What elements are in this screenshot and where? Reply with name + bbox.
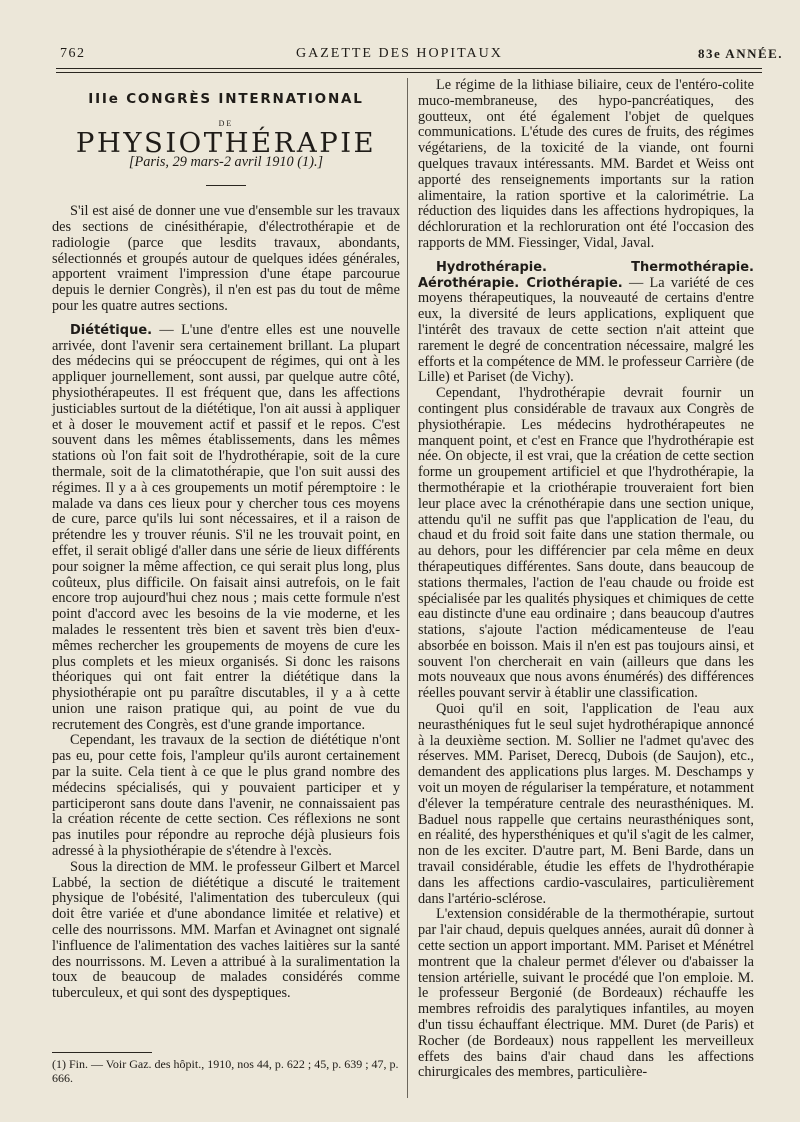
paragraph-regime: Le régime de la lithiase biliaire, ceux de l'entéro-colite muco-membraneuse, des hypo-pancréatiques, des goutteux, ont été également l'objet de quelques communications. L'étude des cures de fruits, des régimes végétariens, de la toxicité de la viande, ont fourni quelques travaux intéressants. MM. Bardet et Weiss ont apporté des renseignements importants sur la ration alimentaire, la ration sportive et la calorimétrie. La réduction des liquides dans les affections hydropiques, la déchloruration et la rechloruration ont été l'occasion des rapports de MM. Fiessinger, Vidal, Javal.: [418, 77, 754, 251]
article-date: [Paris, 29 mars-2 avril 1910 (1).]: [128, 154, 324, 171]
page-header: [0, 40, 800, 62]
page-number: 762: [60, 46, 86, 61]
column-separator: [407, 78, 408, 1098]
paragraph-intro: S'il est aisé de donner une vue d'ensemble sur les travaux des sections de cinésithérapie, d'électrothérapie et de radiologie (parce que lesdits travaux, abondants, sélectionnés et groupés autour de quelques idées générales, apportent vraiment l'impression d'une étape parcourue depuis le dernier Congrès), il n'en est pas du tout de même pour les quatre autres sections.: [52, 203, 400, 314]
left-column: [52, 92, 400, 1002]
title-divider: [206, 185, 246, 186]
paragraph-cependant: Cependant, les travaux de la section de diététique n'ont pas eu, pour cette fois, l'ampleur qu'ils auront certainement par la suite. Cela tient à ce que le plus grand nombre des médecins spécialisés, qui y pouvaient participer et y participeront sans doute dans l'avenir, ne connaissaient pas la création récente de cette section. Ces réflexions ne sont pas inutiles pour répondre au reproche déjà plusieurs fois adressé à la physiothérapie de s'étendre à l'excès.: [52, 732, 400, 860]
section-heading-dietetique: Diététique.: [70, 322, 153, 338]
year-label: 83e ANNÉE.: [698, 46, 784, 61]
paragraph-text: — La variété de ces moyens thérapeutiques, la nouveauté de certains d'entre eux, la diversité de leurs applications, expliquent que l'intérêt des travaux de cette section n'ait atteint que rarement le degré de concentration nécessaire, malgré les efforts et la compétence de MM. le professeur Carrière (de Lille) et Pariset (de Vichy).: [418, 274, 754, 386]
paragraph-neurastheniques: Quoi qu'il en soit, l'application de l'eau aux neurasthéniques fut le seul sujet hydrothérapique annoncé à la deuxième section. M. Sollier ne l'admet qu'avec des réserves. MM. Pariset, Derecq, Dubois (de Saujon), etc., demandent des applications plus larges. M. Deschamps y voit un moyen de régulariser la température, et notamment d'élever la température centrale des neurasthéniques. M. Baduel nous rappelle que certains neurasthéniques sont, en réalité, des hypersthéniques et qu'il s'agit de les calmer, non de les exciter. D'autre part, M. Beni Barde, dans un travail considérable, étudie les effets de l'hydrothérapie dans les affections cardio-vasculaires, particulièrement dans l'artério-sclérose.: [418, 701, 754, 907]
section-heading-hydrotherapie: Hydrothérapie. Thermothérapie. Aérothérapie. Criothérapie.: [418, 259, 754, 291]
paragraph-contingent: Cependant, l'hydrothérapie devrait fournir un contingent plus considérable de travaux aux Congrès de physiothérapie. Les médecins hydrothérapeutes ne manquent point, et c'est en France que l'hydrothérapie est née. On objecte, il est vrai, que la création de cette section forme un groupement artificiel et que l'hydrothérapie, la thermothérapie et la criothérapie trouveraient fort bien leur place avec la crénothérapie dans une section unique, attendu qu'il ne suffit pas que l'application de l'eau, du chaud et du froid soit faite dans une station thermale, ou au dehors, pour les différencier par cela même en deux thérapeutiques différentes. Sans doute, dans beaucoup de stations thermales, l'action de l'eau chaude ou froide est spécialisée par les qualités physiques et chimiques de cette eau distincte d'une eau ordinaire ; dans beaucoup d'autres stations, s'ajoute l'action médicamenteuse de l'eau absorbée en boisson. Mais il n'en est pas toujours ainsi, et souvent l'on chercherait en vain (ailleurs que dans les mots nouveaux que nous avons énumérés) des différences réelles pouvant servir à établir une classification.: [418, 385, 754, 702]
paragraph-hydrotherapie: [418, 260, 754, 386]
footnote-rule: [52, 1052, 152, 1053]
header-rule: [56, 72, 762, 73]
paragraph-direction: Sous la direction de MM. le professeur Gilbert et Marcel Labbé, la section de diététique a discuté le traitement physique de l'obésité, l'alimentation des tuberculeux (qui doit être variée et d'une abondance limitée et relative) et celle des nourrissons. MM. Marfan et Avinagnet ont signalé l'influence de l'alimentation des vaches laitières sur la santé des nourrissons. M. Leven a attribué à la suralimentation la toux de beaucoup de malades considérés comme tuberculeux, et qui sont des dyspeptiques.: [52, 858, 400, 1002]
paragraph-text: — L'une d'entre elles est une nouvelle arrivée, dont l'avenir sera certainement brillant. La plupart des médecins qui se préoccupent de régimes, qui ont à les appliquer journellement, sont aussi, par quelque autre côté, physiothérapeutes. Il est fréquent que, dans les affections justiciables surtout de la diététique, l'on ait aussi à appliquer et à doser le mouvement actif et passif et le repos. C'est souvent dans les mêmes établissements, dans les mêmes stations où l'on fait soit de l'hydrothérapie, soit de la cure thermale, soit de la climatothérapie, que l'on suit aussi des régimes. Il y a à ces groupements un motif péremptoire : le malade va dans ces lieux pour y chercher tous ces moyens de cure, parce qu'ils lui sont nécessaires, et il a raison de prétendre les y trouver réunis. S'il ne les trouvait point, en effet, il serait obligé d'aller dans une série de lieux différents pour soigner la même affection, ce qui serait plus long, plus coûteux, plus difficile. On faisait ainsi autrefois, on le fait encore trop aujourd'hui chez nous ; mais cette formule n'est point d'accord avec les besoins de la vie moderne, et les malades le ressentent très bien et savent très bien d'eux-mêmes rechercher les groupements de moyens de cure les plus complets et les mieux organisés. Si donc les raisons théoriques qui ont fait entrer la diététique dans la physiothérapie ont pu paraître discutables, il y a à cette union une raison pratique qui, au point de vue du recrutement des Congrès, est d'une grande importance.: [52, 321, 400, 733]
right-column: [418, 78, 754, 1081]
heading-connector: DE: [218, 118, 234, 128]
paragraph-dietetique: [52, 323, 400, 734]
header-rule: [56, 68, 762, 69]
article-title: PHYSIOTHÉRAPIE: [75, 126, 377, 159]
congress-heading: IIIe CONGRÈS INTERNATIONAL: [88, 91, 364, 107]
journal-title: GAZETTE DES HOPITAUX: [296, 46, 503, 61]
footnote: (1) Fin. — Voir Gaz. des hôpit., 1910, nos 44, p. 622 ; 45, p. 639 ; 47, p. 666.: [52, 1057, 399, 1085]
paragraph-thermotherapie: L'extension considérable de la thermothérapie, surtout par l'air chaud, depuis quelques années, aurait dû donner à cette section un apport important. MM. Pariset et Ménétrel montrent que la chaleur permet d'élever ou d'abaisser la tension artérielle, suivant le procédé que l'on emploie. M. le professeur Bergonié (de Bordeaux) réchauffe les membres refroidis des paralytiques infantiles, au moyen d'un tissu échauffant électrique. MM. Duret (de Paris) et Rocher (de Bordeaux) nous rappellent les merveilleux effets des bains d'air chaud dans les affections chirurgicales des membres, particulière-: [418, 906, 754, 1081]
